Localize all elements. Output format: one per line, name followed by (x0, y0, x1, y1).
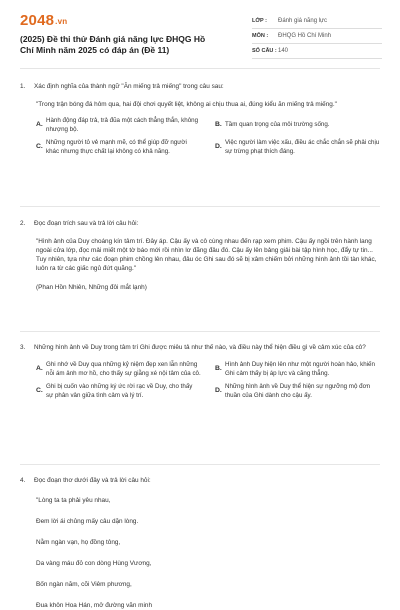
answer-options (36, 117, 380, 156)
option-letter: D. (215, 387, 222, 395)
exam-title: (2025) Đề thi thử Đánh giá năng lực ĐHQG Hồ Chí Minh năm 2025 có đáp án (Đề 11) (20, 34, 206, 55)
info-row-class (252, 14, 382, 29)
option-b[interactable] (215, 361, 380, 378)
passage-source: (Phan Hồn Nhiên, Những đôi mắt lạnh) (36, 284, 147, 291)
poem-line: Da vàng máu đỏ con dòng Hùng Vương, (36, 560, 152, 567)
question-1 (20, 82, 380, 156)
poem-line: "Lòng ta ta phải yêu nhau, (36, 497, 111, 504)
question-number: 3. (20, 344, 26, 351)
info-row-subject (252, 29, 382, 44)
poem-line: Bốn ngàn năm, cõi Viêm phương, (36, 581, 132, 588)
info-value: ĐHQG Hồ Chí Minh (278, 33, 332, 39)
question-stem (20, 476, 380, 485)
header-divider (20, 68, 380, 69)
poem-line: Nằm ngàn vạn, họ đồng tông, (36, 539, 121, 546)
logo-suffix: .vn (55, 16, 68, 26)
option-text: Hình ảnh Duy hiện lên như một người hoàn hảo, khiến Ghi cảm thấy bị áp lực và căng thẳng. (225, 361, 375, 377)
info-value: 140 (278, 48, 289, 54)
question-quote: "Trong trận bóng đá hôm qua, hai đội chơi quyết liệt, không ai chịu thua ai, đúng kiểu ăn miếng trả miếng." (36, 101, 337, 108)
option-letter: B. (215, 121, 222, 129)
option-d[interactable] (215, 383, 380, 400)
question-divider (20, 464, 380, 465)
option-text: Hành động đáp trả, trả đũa một cách thẳng thắn, không nhượng bộ. (46, 117, 199, 133)
answer-options (36, 361, 380, 400)
option-text: Việc người làm việc xấu, điều ác chắc chắn sẽ phải chịu sự trừng phạt thích đáng. (225, 139, 380, 155)
option-a[interactable] (36, 361, 201, 378)
info-row-count (252, 44, 382, 59)
option-letter: C. (36, 387, 43, 395)
exam-info-panel (252, 14, 382, 59)
info-label: LỚP : (252, 18, 267, 24)
question-text: Xác định nghĩa của thành ngữ "Ăn miếng trả miếng" trong câu sau: (34, 83, 224, 90)
poem-line: Đua khôn Hoa Hán, mở đường văn minh (36, 602, 153, 609)
option-letter: B. (215, 365, 222, 373)
option-letter: A. (36, 365, 43, 373)
option-letter: A. (36, 121, 43, 129)
question-2 (20, 219, 380, 292)
question-text: Những hình ảnh về Duy trong tâm trí Ghi được miêu tả như thế nào, và điều này thể hiện điều gì về cảm xúc của cô? (34, 344, 366, 351)
question-3 (20, 343, 380, 400)
site-logo[interactable] (20, 12, 67, 29)
option-a[interactable] (36, 117, 201, 134)
option-text: Những hình ảnh về Duy thể hiện sự ngưỡng mộ đơn thuần của Ghi dành cho cậu ấy. (225, 383, 371, 399)
question-4 (20, 476, 380, 610)
info-value: Đánh giá năng lực (278, 18, 328, 24)
option-d[interactable] (215, 139, 380, 156)
option-letter: C. (36, 143, 43, 151)
option-text: Ghi nhớ về Duy qua những kỷ niệm đẹp xen lẫn những nỗi ám ảnh mơ hồ, cho thấy sự giằng xé nội tâm của cô. (46, 361, 201, 377)
poem-line: Đem lời ái chủng mấy câu dặn lòng. (36, 518, 139, 525)
option-b[interactable] (215, 117, 380, 134)
passage-text: "Hình ảnh của Duy choáng kín tâm trí. Đây áp. Cậu ấy và cô cùng nhau đến rạp xem phim. Cậu ấy ngồi trên hành lang ngoài cửa lớp, đọc mải miết một tờ báo mới rồi nhìn lơ đãng đâu đó. Cậu ấy lên bảng giải bài tập hình học, đẩy tự tin... Tuy nhiên, tựa như các đoạn phim chồng lên nhau, đâu óc Ghi sau đó sẽ bị xâm chiếm bởi những hình ảnh tồi tàn khác, luôn ra từ các giấc ngủ đứt quãng." (36, 238, 377, 272)
question-text: Đọc đoạn trích sau và trả lời câu hỏi: (34, 220, 139, 227)
page-header (0, 0, 400, 68)
option-text: Những người tỏ vẻ mạnh mẽ, có thể giúp đỡ người khác nhưng thực chất lại không có khả năng. (46, 139, 187, 155)
info-label: SỐ CÂU : (252, 48, 277, 54)
question-stem (20, 82, 380, 91)
question-text: Đọc đoạn thơ dưới đây và trả lời câu hỏi: (34, 477, 151, 484)
question-number: 4. (20, 477, 26, 484)
option-text: Ghi bị cuốn vào những ký ức rời rạc về Duy, cho thấy sự phân vân giữa tình cảm và lý trí. (46, 383, 193, 399)
option-c[interactable] (36, 383, 201, 400)
option-text: Tầm quan trọng của môi trường sống. (225, 121, 330, 129)
question-stem (20, 343, 380, 352)
info-label: MÔN : (252, 33, 269, 39)
question-number: 1. (20, 83, 26, 90)
question-divider (20, 206, 380, 207)
question-number: 2. (20, 220, 26, 227)
question-divider (20, 331, 380, 332)
option-letter: D. (215, 143, 222, 151)
option-c[interactable] (36, 139, 201, 156)
question-stem (20, 219, 380, 228)
logo-main: 2048 (20, 12, 55, 29)
